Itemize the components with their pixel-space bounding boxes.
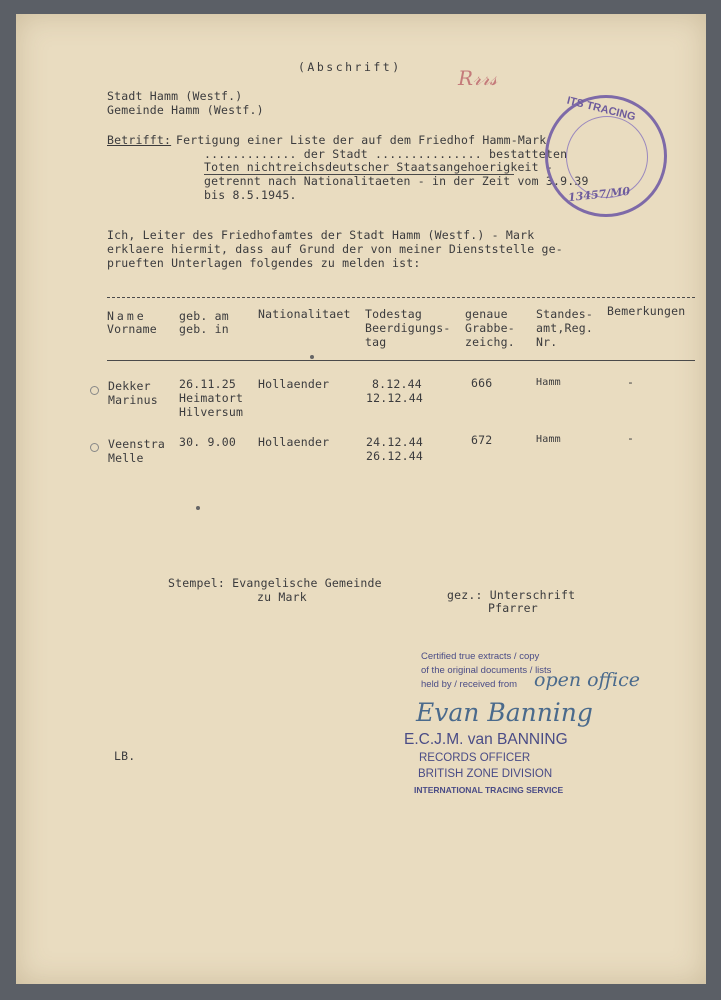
header-registry-2: amt,Reg. xyxy=(536,321,593,335)
subject-line-4: getrennt nach Nationalitaeten - in der Zeit vom 3.9.39 xyxy=(204,174,589,188)
certification-line-3: held by / received from xyxy=(421,679,518,690)
signature-note-line-2: Pfarrer xyxy=(488,601,538,615)
row-1-born-date: 26.11.25 xyxy=(179,377,236,391)
footer-initials: LB. xyxy=(114,749,136,763)
subject-line-1: Fertigung einer Liste der auf dem Friedhof Hamm-Mark xyxy=(176,133,547,147)
subject-line-2: ............. der Stadt ............... bestatteten xyxy=(204,147,568,161)
row-2-burial-date: 26.12.44 xyxy=(366,449,423,463)
certification-title-3: INTERNATIONAL TRACING SERVICE xyxy=(414,785,564,795)
certification-line-1: Certified true extracts / copy xyxy=(421,651,540,662)
subject-label: Betrifft: xyxy=(107,133,172,147)
declaration-line-1: Ich, Leiter des Friedhofamtes der Stadt Hamm (Westf.) - Mark xyxy=(107,228,535,242)
certification-line-2: of the original documents / lists xyxy=(421,665,552,676)
paper-speck xyxy=(310,355,314,359)
its-stamp-number: 13457/M0 xyxy=(567,184,631,205)
subject-line-3: Toten nichtreichsdeutscher Staatsangehoerigkeit - xyxy=(204,160,554,174)
signature-note-line-1: gez.: Unterschrift xyxy=(447,588,576,602)
row-1-first-name: Marinus xyxy=(108,393,158,407)
row-1-nationality: Hollaender xyxy=(258,377,330,391)
row-1-death-date: 8.12.44 xyxy=(372,377,422,391)
header-name: Name xyxy=(107,309,147,323)
stamp-note-line-2: zu Mark xyxy=(257,590,307,604)
row-2-born-date: 30. 9.00 xyxy=(179,435,236,449)
certification-name: E.C.J.M. van BANNING xyxy=(404,731,568,748)
row-1-born-place-2: Hilversum xyxy=(179,405,244,419)
row-2-death-date: 24.12.44 xyxy=(366,435,423,449)
header-nationality: Nationalitaet xyxy=(258,307,351,321)
row-2-first-name: Melle xyxy=(108,451,144,465)
row-1-burial-date: 12.12.44 xyxy=(366,391,423,405)
certification-title-2: BRITISH ZONE DIVISION xyxy=(418,768,553,780)
table-top-rule xyxy=(107,297,695,298)
row-1-registry: Hamm xyxy=(536,377,561,388)
header-burial-tag: tag xyxy=(365,335,387,349)
header-death-date: Todestag xyxy=(365,307,422,321)
header-registry-1: Standes- xyxy=(536,307,593,321)
handwritten-red-mark-icon: R𝓇𝓇𝓈 xyxy=(458,66,498,90)
table-header-rule xyxy=(107,360,695,361)
row-2-surname: Veenstra xyxy=(108,437,165,451)
city-line-2: Gemeinde Hamm (Westf.) xyxy=(107,103,264,117)
row-1-surname: Dekker xyxy=(108,379,151,393)
header-burial-date: Beerdigungs- xyxy=(365,321,451,335)
row-1-remarks: - xyxy=(627,375,635,389)
its-stamp-top-text: ITS TRACING xyxy=(565,94,637,124)
header-grave-2: Grabbe- xyxy=(465,321,515,335)
stamp-note-line-1: Stempel: Evangelische Gemeinde xyxy=(168,576,382,590)
copy-mark: (Abschrift) xyxy=(298,60,402,74)
stamp-crest-icon xyxy=(566,116,648,198)
certification-handwritten: open office xyxy=(534,669,640,691)
header-vorname: Vorname xyxy=(107,322,157,336)
declaration-line-2: erklaere hiermit, dass auf Grund der von meiner Dienststelle ge- xyxy=(107,242,563,256)
row-marker-icon xyxy=(90,443,99,452)
header-grave-1: genaue xyxy=(465,307,508,321)
certification-title-1: RECORDS OFFICER xyxy=(419,752,531,764)
header-grave-3: zeichg. xyxy=(465,335,515,349)
header-born-place: geb. in xyxy=(179,322,229,336)
row-2-remarks: - xyxy=(627,431,635,445)
city-line-1: Stadt Hamm (Westf.) xyxy=(107,89,243,103)
subject-line-5: bis 8.5.1945. xyxy=(204,188,297,202)
row-2-nationality: Hollaender xyxy=(258,435,330,449)
header-born-date: geb. am xyxy=(179,309,229,323)
header-registry-3: Nr. xyxy=(536,335,558,349)
row-2-registry: Hamm xyxy=(536,434,561,445)
row-1-grave: 666 xyxy=(471,376,493,390)
declaration-line-3: prueften Unterlagen folgendes zu melden ist: xyxy=(107,256,421,270)
paper-speck xyxy=(196,506,200,510)
row-marker-icon xyxy=(90,386,99,395)
header-remarks: Bemerkungen xyxy=(607,304,686,318)
row-1-born-place-1: Heimatort xyxy=(179,391,244,405)
certification-signature: Evan Banning xyxy=(416,698,593,727)
row-2-grave: 672 xyxy=(471,433,493,447)
